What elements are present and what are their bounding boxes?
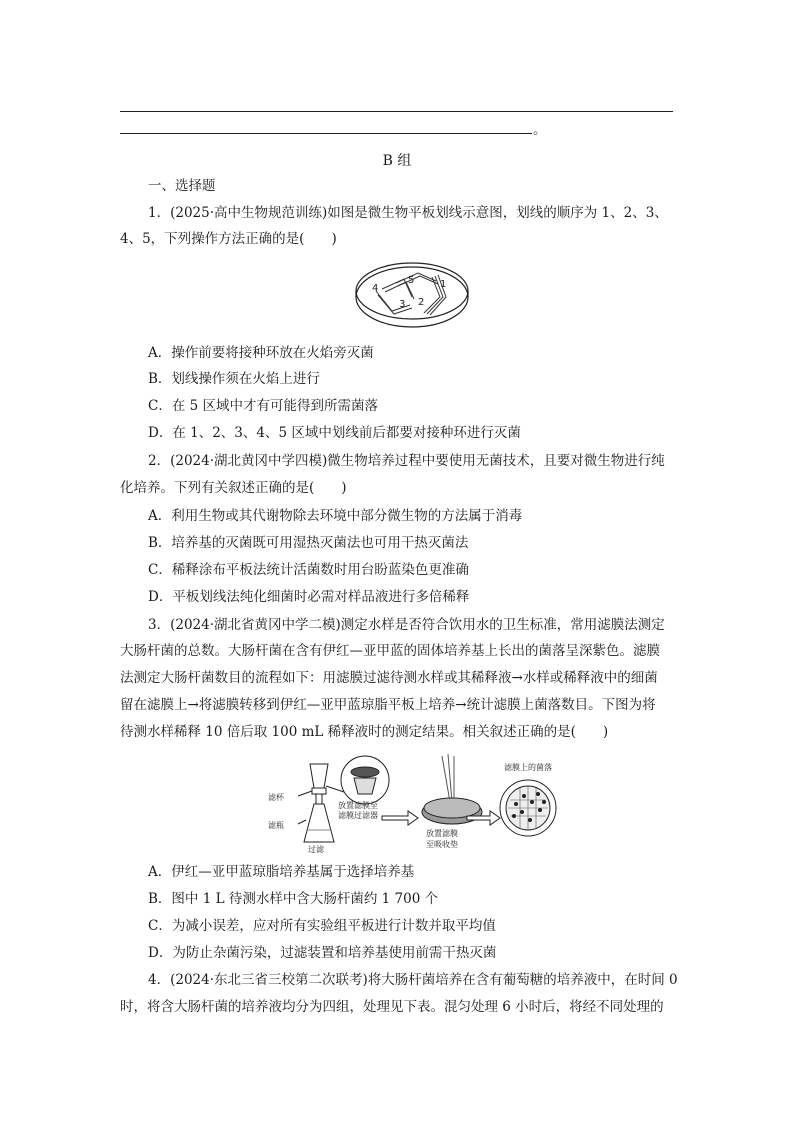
streak-label-1: 1 — [440, 279, 447, 290]
streak-label-2: 2 — [418, 297, 425, 308]
label-filtration: 过滤 — [308, 845, 324, 854]
label-place-pad-1: 放置滤膜 — [426, 829, 458, 838]
q1-stem-line-1: 1．(2025·高中生物规范训练)如图是微生物平板划线示意图，划线的顺序为 1、2、3、 — [148, 205, 668, 221]
q2-option-b: B．培养基的灭菌既可用湿热灭菌法也可用干热灭菌法 — [148, 535, 469, 551]
streak-label-4: 4 — [372, 283, 379, 294]
q3-option-c: C．为减小误差，应对所有实验组平板进行计数并取平均值 — [148, 918, 496, 934]
streak-label-5: 5 — [408, 275, 415, 286]
label-place-membrane-1: 放置滤膜至 — [338, 801, 378, 810]
answer-line-1 — [120, 111, 673, 112]
q2-option-a: A．利用生物或其代谢物除去环境中部分微生物的方法属于消毒 — [148, 508, 523, 524]
label-colonies: 滤膜上的菌落 — [504, 763, 552, 772]
section-title: 一、选择题 — [148, 178, 216, 194]
q2-stem-line-2: 化培养。下列有关叙述正确的是( ) — [120, 480, 347, 496]
q2-option-c: C．稀释涂布平板法统计活菌数时用台盼蓝染色更准确 — [148, 562, 469, 578]
label-filter-cup: 滤杯 — [268, 793, 284, 802]
label-place-membrane-2: 滤膜过滤器 — [338, 811, 378, 820]
q4-stem-line-2: 时，将含大肠杆菌的培养液均分为四组，处理见下表。混匀处理 6 小时后，将经不同处理的 — [120, 999, 664, 1015]
q3-stem-line-3: 法测定大肠杆菌数目的流程如下：用滤膜过滤待测水样或其稀释液→水样或稀释液中的细菌 — [120, 670, 658, 686]
q3-stem-line-1: 3．(2024·湖北省黄冈中学二模)测定水样是否符合饮用水的卫生标准，常用滤膜法测定 — [148, 617, 665, 633]
group-title: B 组 — [382, 153, 412, 169]
membrane-filtration-figure — [262, 750, 582, 858]
q2-stem-line-1: 2．(2024·湖北黄冈中学四模)微生物培养过程中要使用无菌技术，且要对微生物进行纯 — [148, 453, 665, 469]
q1-option-a: A．操作前要将接种环放在火焰旁灭菌 — [148, 345, 374, 361]
q4-stem-line-1: 4．(2024·东北三省三校第二次联考)将大肠杆菌培养在含有葡萄糖的培养液中，在时间 0 — [148, 972, 678, 988]
answer-line-2 — [120, 133, 532, 134]
q1-option-b: B．划线操作须在火焰上进行 — [148, 371, 320, 387]
q3-stem-line-5: 待测水样稀释 10 倍后取 100 mL 稀释液时的测定结果。相关叙述正确的是( ) — [120, 724, 609, 740]
q3-option-d: D．为防止杂菌污染，过滤装置和培养基使用前需干热灭菌 — [148, 945, 497, 961]
streak-plate-figure — [352, 255, 472, 335]
q1-stem-line-2: 4、5，下列操作方法正确的是( ) — [120, 231, 337, 247]
q1-option-c: C．在 5 区域中才有可能得到所需菌落 — [148, 398, 379, 414]
q3-option-b: B．图中 1 L 待测水样中含大肠杆菌约 1 700 个 — [148, 891, 439, 907]
label-filter-flask: 滤瓶 — [268, 821, 284, 830]
q2-option-d: D．平板划线法纯化细菌时必需对样品液进行多倍稀释 — [148, 589, 470, 605]
streak-label-3: 3 — [399, 299, 406, 310]
q3-option-a: A．伊红—亚甲蓝琼脂培养基属于选择培养基 — [148, 864, 415, 880]
answer-end-mark: 。 — [533, 122, 547, 138]
label-place-pad-2: 至吸收垫 — [426, 840, 458, 849]
q1-option-d: D．在 1、2、3、4、5 区域中划线前后都要对接种环进行灭菌 — [148, 425, 521, 441]
q3-stem-line-4: 留在滤膜上→将滤膜转移到伊红—亚甲蓝琼脂平板上培养→统计滤膜上菌落数目。下图为将 — [120, 697, 656, 713]
q3-stem-line-2: 大肠杆菌的总数。大肠杆菌在含有伊红—亚甲蓝的固体培养基上长出的菌落呈深紫色。滤膜 — [120, 643, 660, 659]
